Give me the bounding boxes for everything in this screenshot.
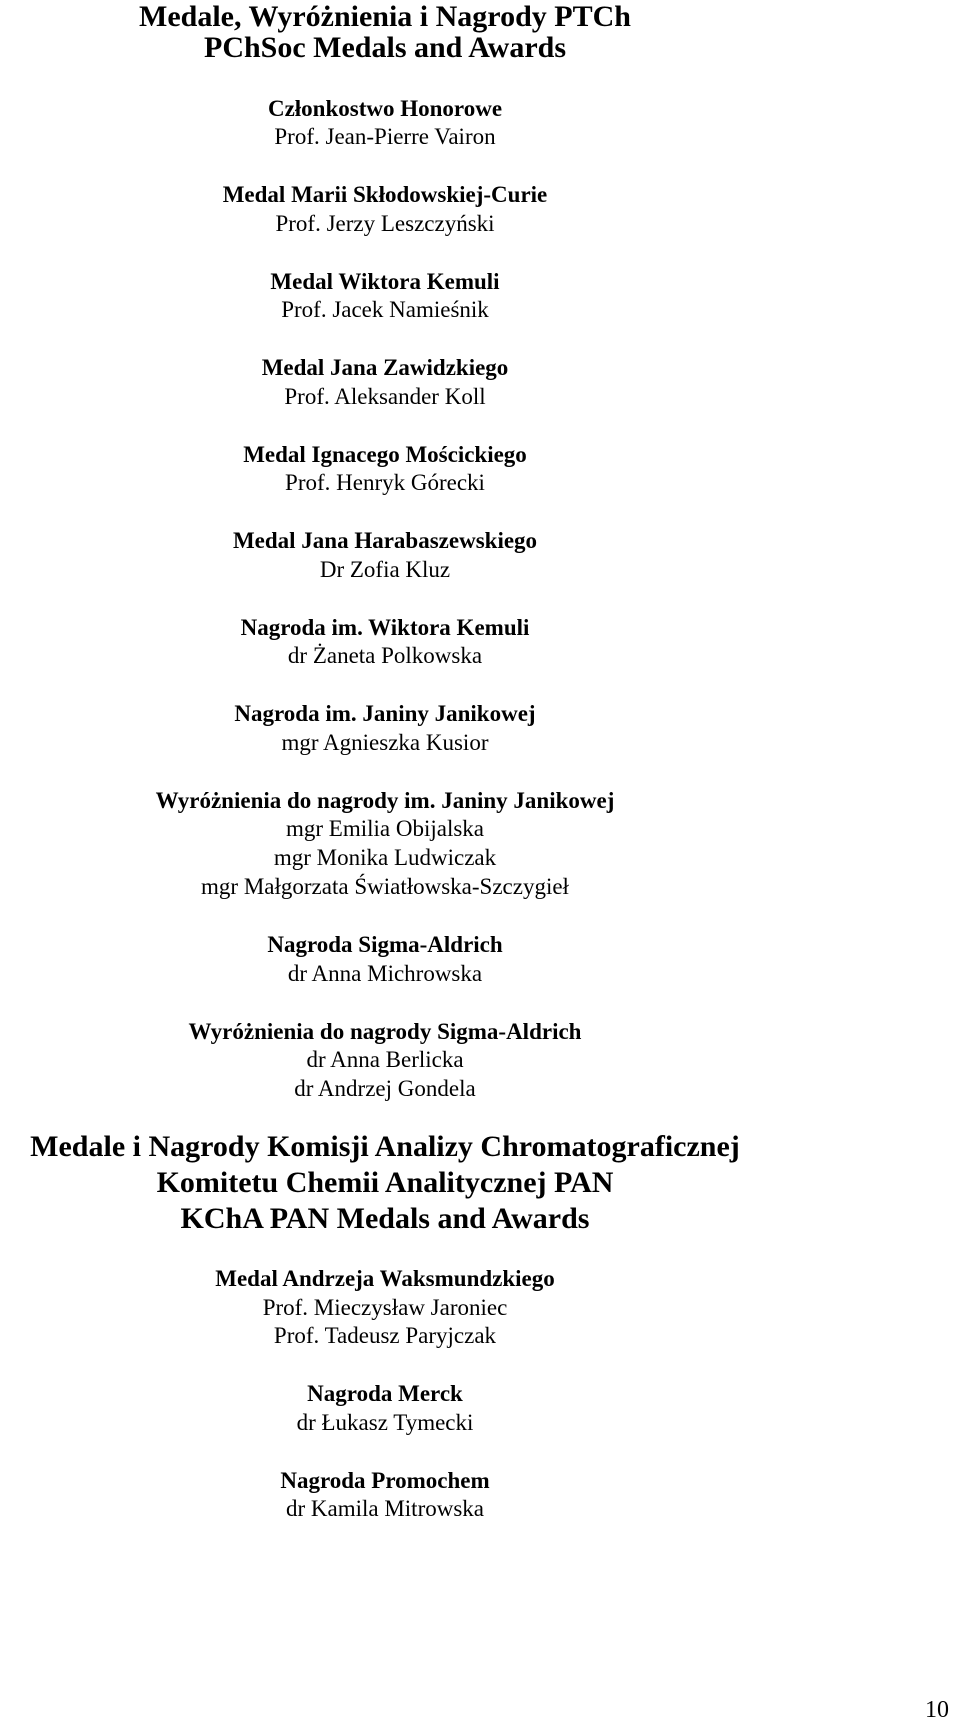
section-title-polish: Medale i Nagrody Komisji Analizy Chromatograficznej <box>30 1130 740 1163</box>
section-title-polish-line2: Komitetu Chemii Analitycznej PAN <box>156 1166 614 1199</box>
award-recipient: Prof. Tadeusz Paryjczak <box>273 1323 497 1348</box>
award-recipient: mgr Monika Ludwiczak <box>273 845 497 870</box>
award-recipient: dr Anna Michrowska <box>287 961 483 986</box>
award-title: Nagroda im. Wiktora Kemuli <box>240 615 530 640</box>
award-title: Wyróżnienia do nagrody im. Janiny Janikowej <box>155 788 615 813</box>
award-recipient: Prof. Jacek Namieśnik <box>281 297 489 322</box>
section-title-english: PChSoc Medals and Awards <box>204 31 566 64</box>
award-recipient: Prof. Aleksander Koll <box>284 384 486 409</box>
section-title-polish: Medale, Wyróżnienia i Nagrody PTCh <box>139 0 631 33</box>
award-title: Medal Jana Harabaszewskiego <box>232 528 538 553</box>
award-recipient: mgr Małgorzata Światłowska-Szczygieł <box>201 874 569 899</box>
award-recipient: Prof. Jerzy Leszczyński <box>275 211 495 236</box>
award-recipient: dr Anna Berlicka <box>306 1047 464 1072</box>
award-recipient: dr Kamila Mitrowska <box>285 1496 484 1521</box>
award-title: Nagroda Promochem <box>280 1468 490 1493</box>
award-title: Medal Ignacego Mościckiego <box>243 442 527 467</box>
award-title: Medal Marii Skłodowskiej-Curie <box>222 182 548 207</box>
award-title: Medal Wiktora Kemuli <box>270 269 500 294</box>
award-recipient: Prof. Henryk Górecki <box>285 470 485 495</box>
award-title: Nagroda Sigma-Aldrich <box>267 932 503 957</box>
award-recipient: dr Żaneta Polkowska <box>287 643 483 668</box>
award-recipient: mgr Emilia Obijalska <box>285 816 484 841</box>
page-number: 10 <box>925 1697 949 1723</box>
award-title: Medal Jana Zawidzkiego <box>261 355 509 380</box>
award-recipient: Dr Zofia Kluz <box>319 557 451 582</box>
award-recipient: Prof. Mieczysław Jaroniec <box>262 1295 508 1320</box>
award-recipient: dr Łukasz Tymecki <box>296 1410 474 1435</box>
award-recipient: mgr Agnieszka Kusior <box>281 730 489 755</box>
award-title: Wyróżnienia do nagrody Sigma-Aldrich <box>188 1019 582 1044</box>
award-recipient: Prof. Jean-Pierre Vairon <box>274 124 496 149</box>
section-title-english: KChA PAN Medals and Awards <box>180 1202 590 1235</box>
award-title: Członkostwo Honorowe <box>267 96 503 121</box>
award-title: Nagroda im. Janiny Janikowej <box>234 701 536 726</box>
award-title: Medal Andrzeja Waksmundzkiego <box>215 1266 555 1291</box>
award-recipient: dr Andrzej Gondela <box>294 1076 476 1101</box>
award-title: Nagroda Merck <box>307 1381 463 1406</box>
